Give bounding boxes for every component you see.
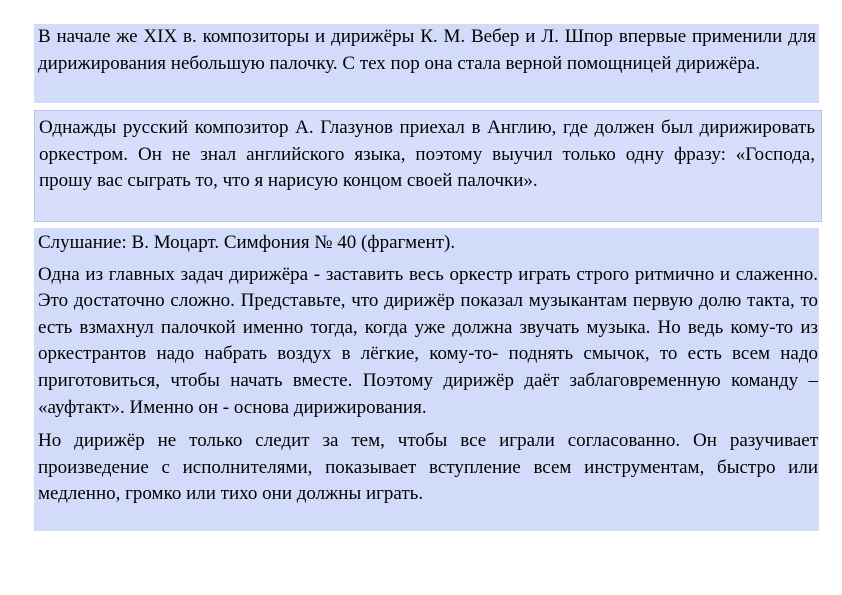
text-block-glazunov xyxy=(34,110,822,222)
paragraph-rehearsal: Но дирижёр не только следит за тем, чтобы все играли согласованно. Он разучивает произведение с исполнителями, показывает вступление всем инструментам, быстро или медленно, громко или тихо они должны играть. xyxy=(38,430,818,505)
paragraph-weber-spohr: В начале же XIX в. композиторы и дирижёры К. М. Вебер и Л. Шпор впервые применили для дирижирования небольшую палочку. С тех пор она стала верной помощницей дирижёра. xyxy=(38,26,816,74)
text-block-conducting xyxy=(34,228,819,531)
text-block-weber-spohr xyxy=(34,24,819,103)
listening-line: Слушание: В. Моцарт. Симфония № 40 (фрагмент). xyxy=(38,232,456,253)
paragraph-auftakt: Одна из главных задач дирижёра - заставить весь оркестр играть строго ритмично и слаженно. Это достаточно сложно. Представьте, что дирижёр показал музыкантам первую долю такта, то есть взмахнул палочкой именно тогда, когда уже должна звучать музыка. Но ведь кому-то из оркестрантов надо набрать воздух в лёгкие, кому-то- поднять смычок, то есть всем надо приготовиться, чтобы начать вместе. Поэтому дирижёр даёт заблаговременную команду – «ауфтакт». Именно он - основа дирижирования. xyxy=(38,263,818,418)
paragraph-glazunov: Однажды русский композитор А. Глазунов приехал в Англию, где должен был дирижировать оркестром. Он не знал английского языка, поэтому выучил только одну фразу: «Господа, прошу вас сыграть то, что я нарисую концом своей палочки». xyxy=(39,117,815,192)
